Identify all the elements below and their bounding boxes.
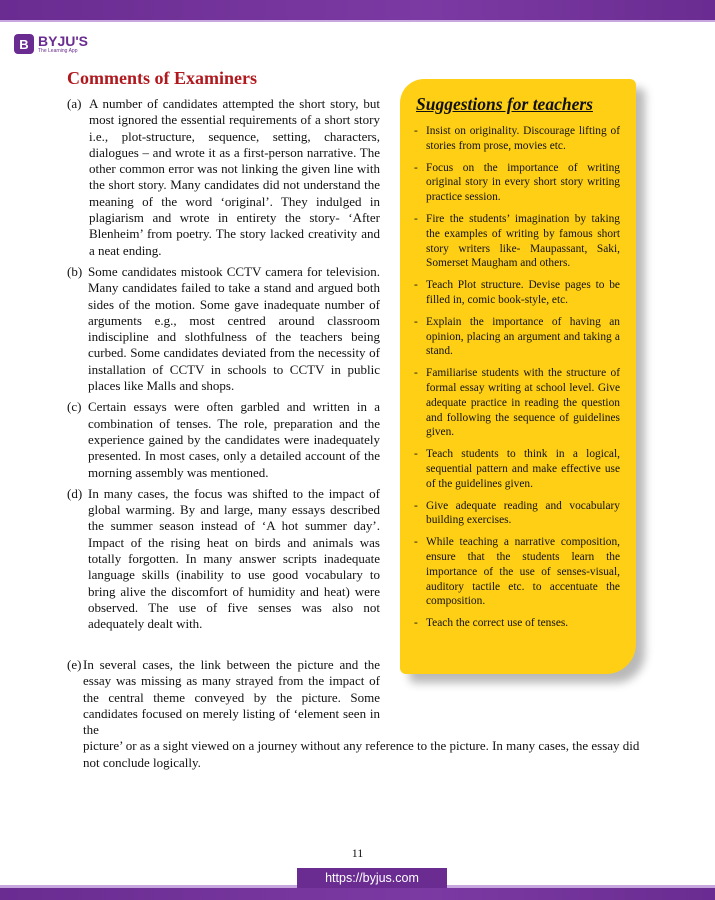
comments-heading: Comments of Examiners bbox=[67, 68, 257, 88]
suggestions-panel bbox=[400, 79, 636, 674]
comment-item bbox=[67, 96, 380, 259]
comment-text: A number of candidates attempted the short story, but most ignored the essential requirements of a short story i.e., plot-structure, sequence, setting, characters, dialogues – and wrote it as a first-person narrative. The other common error was not linking the given line with the short story. Many candidates did not understand the meaning of the word ‘original’. They indulged in plagiarism and wrote in entirety the story- ‘After Blenheim’ from poetry. The story lacked creativity and a neat ending. bbox=[89, 96, 380, 258]
comment-text: In many cases, the focus was shifted to the impact of global warming. By and large, many essays described the summer season instead of ‘A hot summer day’. Impact of the rising heat on birds and animals was totally forgotten. In many answer scripts inadequate language skills (inability to use good vocabulary to bring alive the discomfort of humidity and heat) were observed. The use of five senses was also not adequately dealt with. bbox=[88, 485, 380, 632]
comment-label: (a) bbox=[67, 96, 82, 111]
comment-label: (c) bbox=[67, 399, 82, 415]
logo-tagline: The Learning App bbox=[38, 48, 78, 54]
footer-url-link[interactable]: https://byjus.com bbox=[297, 868, 447, 888]
comment-text: Some candidates mistook CCTV camera for television. Many candidates failed to take a stand and argued both sides of the motion. Some gave inadequate number of arguments e.g., most centred around classroom indiscipline and slothfulness of the teachers being curbed. Some candidates deviated from the necessity of installation of CCTV in schools to CCTV in public places like Malls and shops. bbox=[88, 263, 380, 394]
suggestion-item: - While teaching a narrative composition, ensure that the students learn the importance of the use of senses-visual, auditory tactile etc. to accentuate the composition. bbox=[414, 536, 620, 608]
suggestion-item: - Teach Plot structure. Devise pages to be filled in, comic book-style, etc. bbox=[414, 279, 620, 306]
comment-label: (d) bbox=[67, 485, 83, 501]
logo-name: BYJU'S bbox=[38, 33, 89, 49]
comment-text-wide: picture’ or as a sight viewed on a journey without any reference to the picture. In many cases, the essay did not conclude logically. bbox=[83, 738, 640, 770]
suggestion-item: - Fire the students’ imagination by taking the examples of writing by famous short story writers like- Maupassant, Saki, Somerset Maugham and others. bbox=[414, 212, 620, 270]
comment-text: Certain essays were often garbled and written in a combination of tenses. The role, preparation and the experience gained by the candidates were inadequately presented. In most cases, only a detailed account of the morning assembly was mentioned. bbox=[88, 399, 380, 480]
comments-list bbox=[67, 96, 380, 638]
page-number: 11 bbox=[351, 846, 364, 860]
comment-text-narrow: In several cases, the link between the picture and the essay was missing as many strayed from the impact of the central theme conveyed by the picture. Some candidates focused on merely listing of ‘element seen in the bbox=[83, 657, 380, 738]
suggestion-item: - Give adequate reading and vocabulary building exercises. bbox=[414, 499, 620, 527]
comment-item bbox=[67, 264, 380, 394]
suggestions-list bbox=[414, 124, 620, 638]
bottom-banner bbox=[0, 888, 715, 900]
top-banner bbox=[0, 0, 715, 20]
comment-item-e bbox=[67, 657, 649, 771]
comment-label: (b) bbox=[67, 263, 83, 279]
comment-item bbox=[67, 486, 380, 633]
comment-label: (e) bbox=[67, 657, 82, 672]
suggestion-item: - Insist on originality. Discourage lifting of stories from prose, movies etc. bbox=[414, 125, 620, 152]
suggestions-title: Suggestions for teachers bbox=[416, 94, 593, 114]
suggestion-item: - Teach students to think in a logical, sequential pattern and make effective use of the guidelines given. bbox=[414, 448, 620, 490]
suggestion-item: - Teach the correct use of tenses. bbox=[414, 617, 569, 630]
comment-item bbox=[67, 399, 380, 480]
top-banner-accent bbox=[0, 20, 715, 22]
suggestion-item: - Explain the importance of having an opinion, placing an argument and taking a stand. bbox=[414, 315, 620, 358]
suggestion-item: - Focus on the importance of writing original story in every short story writing practice session. bbox=[414, 161, 620, 204]
suggestion-item: - Familiarise students with the structure of formal essay writing at school level. Give adequate practice in reading the question and following the sequence of guidelines given. bbox=[414, 367, 620, 439]
logo-icon: B bbox=[14, 34, 34, 54]
byjus-logo[interactable] bbox=[14, 34, 88, 54]
